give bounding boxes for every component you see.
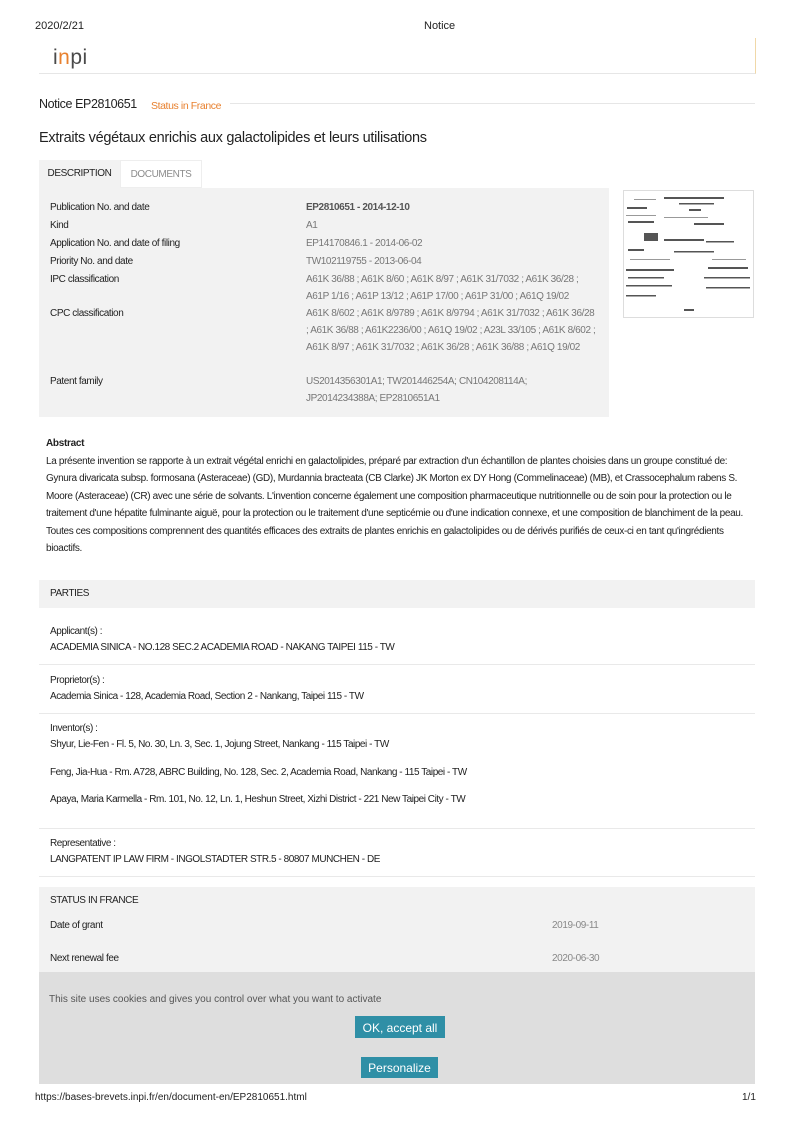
cpc-label: CPC classification — [50, 308, 124, 319]
inventor-item: Feng, Jia-Hua - Rm. A728, ABRC Building, No. 128, Sec. 2, Academia Road, Nankang - 115 Taipei - TW — [50, 767, 467, 778]
proprietor-value: Academia Sinica - 128, Academia Road, Section 2 - Nankang, Taipei 115 - TW — [50, 691, 364, 702]
family-value: US2014356301A1; TW201446254A; CN104208114A; JP2014234388A; EP2810651A1 — [306, 376, 527, 404]
cookie-message: This site uses cookies and gives you control over what you want to activate — [49, 994, 382, 1005]
priority-label: Priority No. and date — [50, 256, 133, 267]
status-heading-label: STATUS IN FRANCE — [50, 895, 139, 906]
notice-number: Notice EP2810651 — [39, 97, 137, 111]
print-date: 2020/2/21 — [35, 20, 84, 32]
representative-label: Representative : — [50, 838, 116, 849]
status-grant-row — [39, 909, 755, 942]
description-panel — [39, 188, 609, 417]
abstract-text: La présente invention se rapporte à un extrait végétal enrichi en galactolipides, préparé par extraction d'un échantillon de plantes choisies dans un groupe constitué de: Gynura divaricata subsp. formosana (Asteraceae) (GD), Murdannia bracteata (CB Clarke) JK Morton ex DY Hong (Commelinaceae) (MB), et Crassocephalum rabens S. Moore (Asteraceae) (CR) avec une série de solvants. L'invention concerne également une composition pharmaceutique nutritionnelle ou de soin pour la protection ou le traitement d'une hépatite fulminante aiguë, pour la protection ou le traitement d'une septicémie ou d'une indication connexe, et une composition de blanchiment de la peau. Toutes ces compositions comprennent des quantités efficaces des extraits de plantes enrichis en galactolipides ou de dérivés purifiés de ceux-ci en tant qu'ingrédients bioactifs. — [46, 456, 743, 555]
logo-text-end: pi — [70, 46, 88, 69]
site-header — [39, 38, 756, 74]
inventor-item: Apaya, Maria Karmella - Rm. 101, No. 12, Ln. 1, Heshun Street, Xizhi District - 221 New Taipei City - TW — [50, 794, 466, 805]
grant-label: Date of grant — [50, 920, 103, 931]
ipc-value: A61K 36/88 ; A61K 8/60 ; A61K 8/97 ; A61K 31/7032 ; A61K 36/28 ; A61P 1/16 ; A61P 13/12 ; A61P 17/00 ; A61P 31/00 ; A61Q 19/02 — [306, 274, 579, 302]
party-divider — [39, 664, 755, 665]
parties-heading-label: PARTIES — [50, 588, 90, 599]
tab-documents[interactable]: DOCUMENTS — [120, 160, 202, 188]
ipc-label: IPC classification — [50, 274, 119, 285]
application-label: Application No. and date of filing — [50, 238, 180, 249]
abstract-title: Abstract — [46, 438, 85, 449]
family-label: Patent family — [50, 376, 103, 387]
party-divider — [39, 713, 755, 714]
accept-all-cookies-button[interactable]: OK, accept all — [355, 1016, 445, 1038]
drawing-image — [624, 191, 753, 317]
patent-title: Extraits végétaux enrichis aux galactolipides et leurs utilisations — [39, 130, 427, 146]
tab-description[interactable]: DESCRIPTION — [39, 160, 120, 188]
representative-block — [50, 836, 750, 868]
applicant-block — [50, 624, 750, 656]
applicant-label: Applicant(s) : — [50, 626, 103, 637]
print-title: Notice — [424, 20, 456, 32]
notice-divider — [230, 103, 755, 104]
application-value: EP14170846.1 - 2014-06-02 — [306, 238, 423, 249]
kind-value: A1 — [306, 220, 318, 231]
patent-drawing-thumbnail[interactable] — [623, 190, 754, 318]
print-page-number: 1/1 — [742, 1092, 756, 1103]
inventor-item: Shyur, Lie-Fen - Fl. 5, No. 30, Ln. 3, Sec. 1, Jojung Street, Nankang - 115 Taipei - TW — [50, 739, 389, 750]
status-in-france-link[interactable]: Status in France — [151, 100, 222, 112]
status-renewal-row — [39, 942, 755, 975]
party-divider — [39, 876, 755, 877]
cookie-banner — [39, 972, 755, 1084]
print-url: https://bases-brevets.inpi.fr/en/document-en/EP2810651.html — [35, 1092, 307, 1103]
inpi-logo[interactable] — [53, 46, 88, 70]
logo-text-start: i — [53, 46, 59, 69]
kind-label: Kind — [50, 220, 69, 231]
inventors-label: Inventor(s) : — [50, 723, 98, 734]
cpc-value: A61K 8/602 ; A61K 8/9789 ; A61K 8/9794 ; A61K 31/7032 ; A61K 36/28 ; A61K 36/88 ; A61K2236/00 ; A61Q 19/02 ; A23L 33/105 ; A61K 8/602 ; A61K 8/97 ; A61K 31/7032 ; A61K 36/28 ; A61K 36/88 ; A61Q 19/02 — [306, 308, 596, 353]
personalize-cookies-button[interactable]: Personalize — [361, 1057, 438, 1078]
logo-text-accent: n — [58, 46, 71, 69]
renewal-value: 2020-06-30 — [552, 953, 600, 964]
publication-label: Publication No. and date — [50, 202, 150, 213]
party-divider — [39, 828, 755, 829]
priority-value: TW102119755 - 2013-06-04 — [306, 256, 422, 267]
proprietor-label: Proprietor(s) : — [50, 675, 105, 686]
renewal-label: Next renewal fee — [50, 953, 119, 964]
applicant-value: ACADEMIA SINICA - NO.128 SEC.2 ACADEMIA ROAD - NAKANG TAIPEI 115 - TW — [50, 642, 395, 653]
grant-value: 2019-09-11 — [552, 920, 599, 931]
inventors-block — [50, 721, 750, 753]
parties-heading — [39, 580, 755, 608]
proprietor-block — [50, 673, 750, 705]
representative-value: LANGPATENT IP LAW FIRM - INGOLSTADTER STR.5 - 80807 MUNCHEN - DE — [50, 854, 380, 865]
publication-value: EP2810651 - 2014-12-10 — [306, 202, 410, 213]
